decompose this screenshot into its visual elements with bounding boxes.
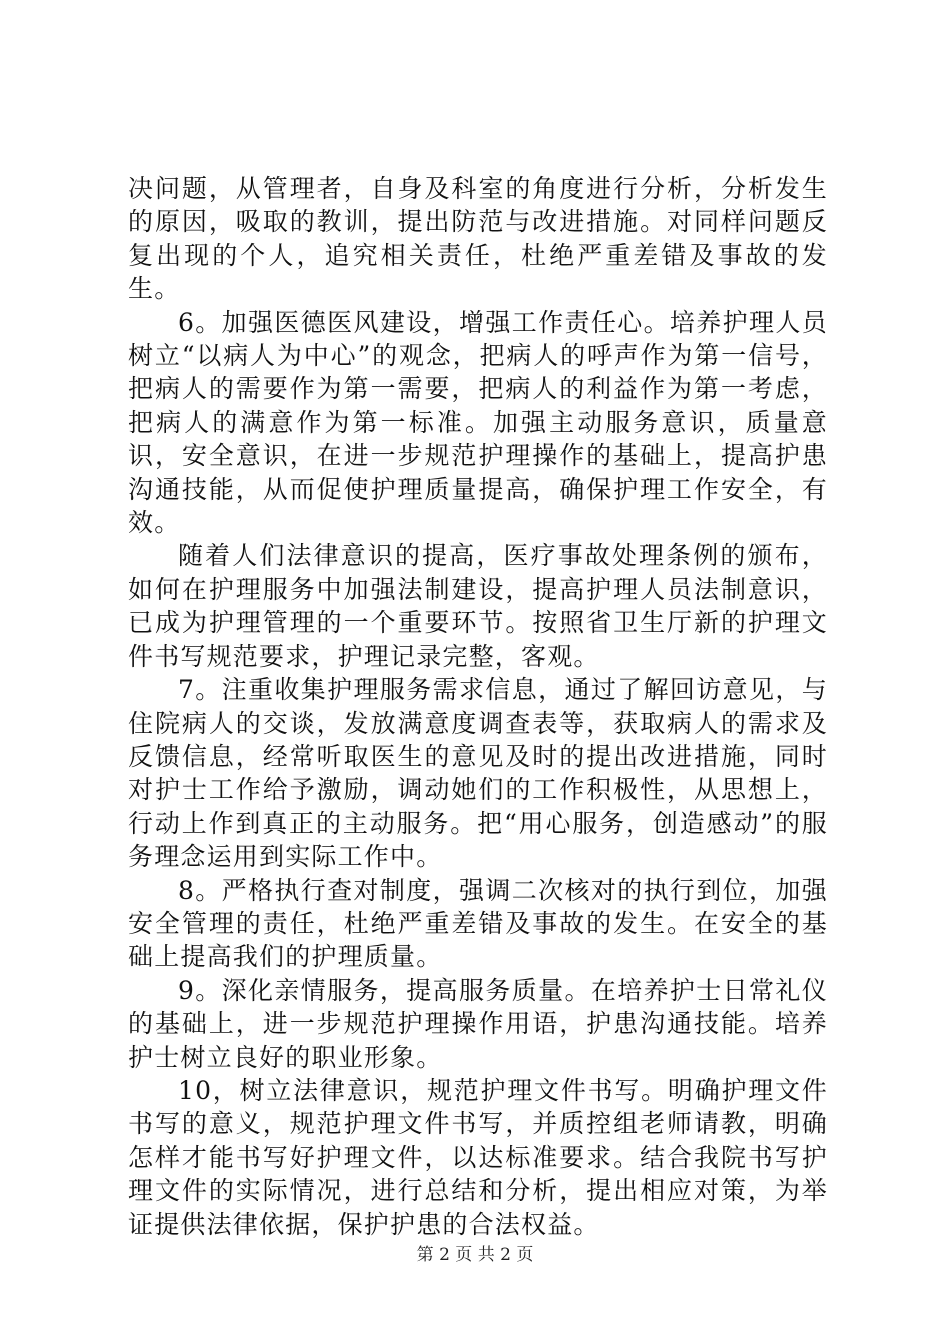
paragraph-item-9: 9。深化亲情服务，提高服务质量。在培养护士日常礼仪的基础上，进一步规范护理操作用语，护患沟通技能。培养护士树立良好的职业形象。: [128, 975, 828, 1072]
paragraph-item-7: 7。注重收集护理服务需求信息，通过了解回访意见，与住院病人的交谈，发放满意度调查表等，获取病人的需求及反馈信息，经常听取医生的意见及时的提出改进措施，同时对护士工作给予激励，调动她们的工作积极性，从思想上，行动上作到真正的主动服务。把“用心服务，创造感动”的服务理念运用到实际工作中。: [128, 675, 828, 872]
paragraph-item-10: 10，树立法律意识，规范护理文件书写。明确护理文件书写的意义，规范护理文件书写，并质控组老师请教，明确怎样才能书写好护理文件，以达标准要求。结合我院书写护理文件的实际情况，进行总结和分析，提出相应对策，为举证提供法律依据，保护护患的合法权益。: [128, 1075, 828, 1239]
page-number-footer: 第 2 页 共 2 页: [416, 1245, 534, 1265]
paragraph-continuation: 决问题，从管理者，自身及科室的角度进行分析，分析发生的原因，吸取的教训，提出防范与改进措施。对同样问题反复出现的个人，追究相关责任，杜绝严重差错及事故的发生。: [128, 174, 828, 304]
paragraph-item-8: 8。严格执行查对制度，强调二次核对的执行到位，加强安全管理的责任，杜绝严重差错及事故的发生。在安全的基础上提高我们的护理质量。: [128, 875, 828, 972]
paragraph-legal-awareness: 随着人们法律意识的提高，医疗事故处理条例的颁布，如何在护理服务中加强法制建设，提高护理人员法制意识，已成为护理管理的一个重要环节。按照省卫生厅新的护理文件书写规范要求，护理记录完整，客观。: [128, 541, 828, 671]
document-body: [128, 172, 828, 1241]
paragraph-item-6: 6。加强医德医风建设，增强工作责任心。培养护理人员树立“以病人为中心”的观念，把病人的呼声作为第一信号，把病人的需要作为第一需要，把病人的利益作为第一考虑，把病人的满意作为第一标准。加强主动服务意识，质量意识，安全意识，在进一步规范护理操作的基础上，提高护患沟通技能，从而促使护理质量提高，确保护理工作安全，有效。: [128, 307, 828, 538]
